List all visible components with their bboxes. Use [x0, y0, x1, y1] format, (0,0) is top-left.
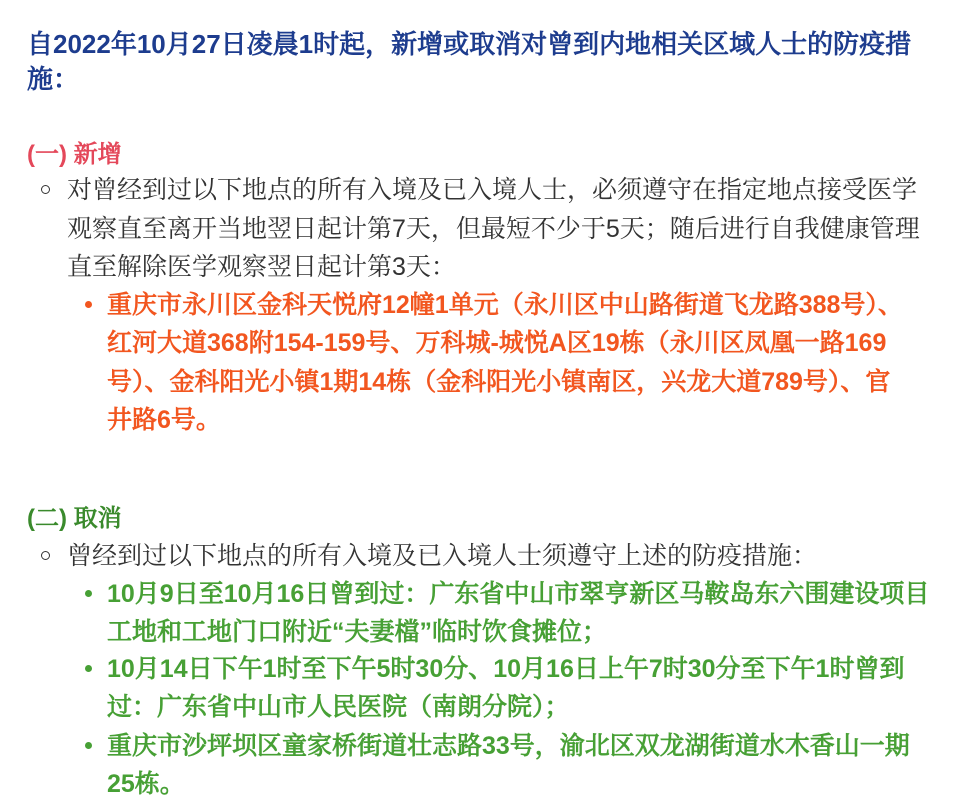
intro-line: 曾经到过以下地点的所有入境及已入境人士须遵守上述的防疫措施：: [67, 542, 818, 570]
page-title: [27, 27, 911, 97]
item-line: 过：广东省中山市人民医院（南朗分院）；: [107, 693, 570, 721]
intro-line: 对曾经到过以下地点的所有入境及已入境人士，必须遵守在指定地点接受医学: [67, 176, 918, 204]
filled-dot-bullet-icon: [85, 742, 92, 749]
page-title-line: 施：: [27, 64, 80, 94]
section-intro-added: [67, 171, 920, 287]
intro-line: 直至解除医学观察翌日起计第3天：: [67, 253, 456, 281]
page-title-line: 自2022年10月27日凌晨1时起，新增或取消对曾到内地相关区域人士的防疫措: [27, 29, 912, 59]
item-line: 重庆市永川区金科天悦府12幢1单元（永川区中山路街道飞龙路388号）、: [107, 291, 903, 319]
list-item-removed-location: [107, 650, 904, 726]
filled-dot-bullet-icon: [85, 301, 92, 308]
section-heading-added: (一) 新增: [27, 141, 122, 168]
item-line: 红河大道368附154-159号、万科城-城悦A区19栋（永川区凤凰一路169: [107, 329, 887, 358]
hollow-circle-bullet-icon: [41, 185, 50, 194]
item-line: 号）、金科阳光小镇1期14栋（金科阳光小镇南区，兴龙大道789号）、官: [107, 367, 891, 396]
item-line: 10月9日至10月16日曾到过：广东省中山市翠亨新区马鞍岛东六围建设项目: [107, 580, 930, 608]
intro-line: 观察直至离开当地翌日起计第7天，但最短不少于5天；随后进行自我健康管理: [67, 214, 920, 243]
list-item-added-location: [107, 286, 903, 439]
list-item-removed-location: [107, 727, 910, 803]
section-heading-removed: (二) 取消: [27, 505, 122, 532]
hollow-circle-bullet-icon: [41, 551, 50, 560]
item-line: 工地和工地门口附近“夫妻檔”临时饮食摊位；: [107, 618, 608, 646]
item-line: 井路6号。: [107, 405, 221, 434]
item-line: 10月14日下午1时至下午5时30分、10月16日上午7时30分至下午1时曾到: [107, 655, 905, 683]
filled-dot-bullet-icon: [85, 665, 92, 672]
item-line: 重庆市沙坪坝区童家桥街道壮志路33号，渝北区双龙湖街道水木香山一期: [107, 732, 910, 760]
list-item-removed-location: [107, 575, 929, 651]
section-intro-removed: [67, 537, 817, 576]
filled-dot-bullet-icon: [85, 590, 92, 597]
item-line: 25栋。: [107, 770, 185, 798]
